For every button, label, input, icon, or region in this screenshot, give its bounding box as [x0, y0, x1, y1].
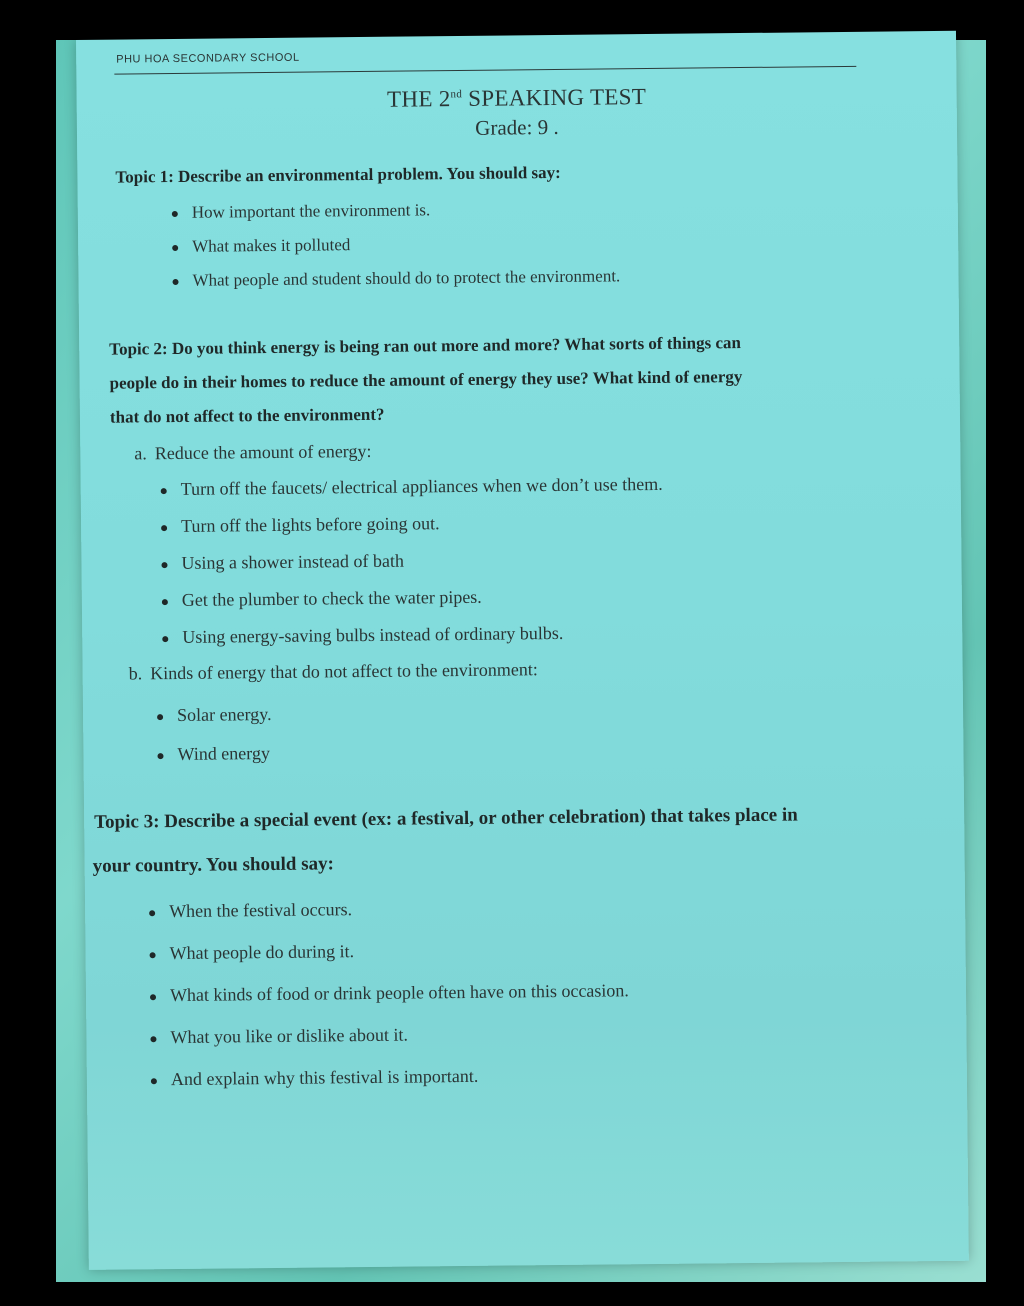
topic1-item	[172, 235, 350, 257]
topic3-item	[151, 1066, 479, 1090]
clean-energy-text: Wind energy	[177, 743, 271, 764]
section-b-text: Kinds of energy that do not affect to the environment:	[150, 659, 538, 684]
title-suffix: SPEAKING TEST	[462, 84, 647, 111]
bullet-icon	[150, 1036, 156, 1042]
energy-tip-text: Get the plumber to check the water pipes.	[181, 586, 482, 610]
bullet-icon	[157, 753, 163, 759]
school-name: PHU HOA SECONDARY SCHOOL	[116, 51, 300, 66]
topic1-item	[172, 200, 431, 223]
topic3-heading-line: your country. You should say:	[92, 853, 335, 877]
energy-tip	[162, 587, 482, 611]
test-title	[77, 81, 957, 116]
bullet-icon	[173, 279, 179, 285]
bullet-icon	[172, 245, 178, 251]
section-b-letter: b.	[128, 663, 143, 684]
energy-tip-text: Turn off the faucets/ electrical appliances when we don’t use them.	[180, 473, 663, 499]
topic3-item	[149, 899, 352, 922]
clean-energy-text: Solar energy.	[176, 703, 272, 725]
grade-label: Grade: 9 .	[475, 114, 559, 140]
bullet-icon	[172, 211, 178, 217]
energy-tip	[161, 513, 440, 537]
energy-tip-text: Turn off the lights before going out.	[180, 513, 440, 536]
energy-tip	[162, 623, 563, 648]
bullet-icon	[151, 1078, 157, 1084]
bullet-icon	[149, 910, 155, 916]
topic3-item	[150, 980, 629, 1006]
energy-tip-text: Using energy-saving bulbs instead of ordinary bulbs.	[182, 622, 564, 647]
bullet-icon	[161, 525, 167, 531]
topic1-item-text: How important the environment is.	[191, 200, 431, 222]
energy-tip	[161, 474, 663, 500]
test-sheet	[76, 31, 969, 1270]
topic2-heading-line: people do in their homes to reduce the amount of energy they use? What kind of energy	[109, 367, 743, 393]
topic3-item	[149, 941, 354, 964]
topic3-item-text: What you like or dislike about it.	[170, 1024, 409, 1048]
topic3-item-text: What people do during it.	[169, 941, 355, 964]
topic1-item-text: What makes it polluted	[192, 235, 351, 256]
bullet-icon	[150, 952, 156, 958]
topic3-item-text: What kinds of food or drink people often have on this occasion.	[169, 980, 629, 1006]
bullet-icon	[161, 488, 167, 494]
topic3-item-text: And explain why this festival is important.	[170, 1065, 479, 1090]
clean-energy-item	[157, 743, 270, 765]
header-rule	[114, 66, 856, 75]
topic2-heading-line: that do not affect to the environment?	[109, 404, 385, 427]
energy-tip-text: Using a shower instead of bath	[181, 550, 405, 573]
topic3-item-text: When the festival occurs.	[169, 899, 353, 922]
topic3-item	[150, 1025, 408, 1049]
section-a-label	[134, 441, 371, 464]
bullet-icon	[161, 562, 167, 568]
topic1-item-text: What people and student should do to protect the environment.	[192, 266, 621, 290]
title-prefix: THE 2	[386, 86, 451, 112]
clean-energy-item	[157, 704, 272, 726]
section-b-label	[129, 659, 538, 684]
topic2-heading-line: Topic 2: Do you think energy is being ran out more and more? What sorts of things can	[109, 333, 742, 359]
bullet-icon	[150, 994, 156, 1000]
bullet-icon	[157, 714, 163, 720]
topic1-heading: Topic 1: Describe an environmental problem. You should say:	[115, 162, 561, 187]
energy-tip	[161, 551, 404, 575]
section-a-text: Reduce the amount of energy:	[154, 440, 372, 464]
bullet-icon	[162, 599, 168, 605]
bullet-icon	[162, 636, 168, 642]
topic3-heading-line: Topic 3: Describe a special event (ex: a festival, or other celebration) that takes place in	[94, 804, 798, 833]
section-a-letter: a.	[134, 443, 147, 464]
topic1-item	[172, 266, 620, 291]
title-superscript: nd	[450, 88, 463, 101]
